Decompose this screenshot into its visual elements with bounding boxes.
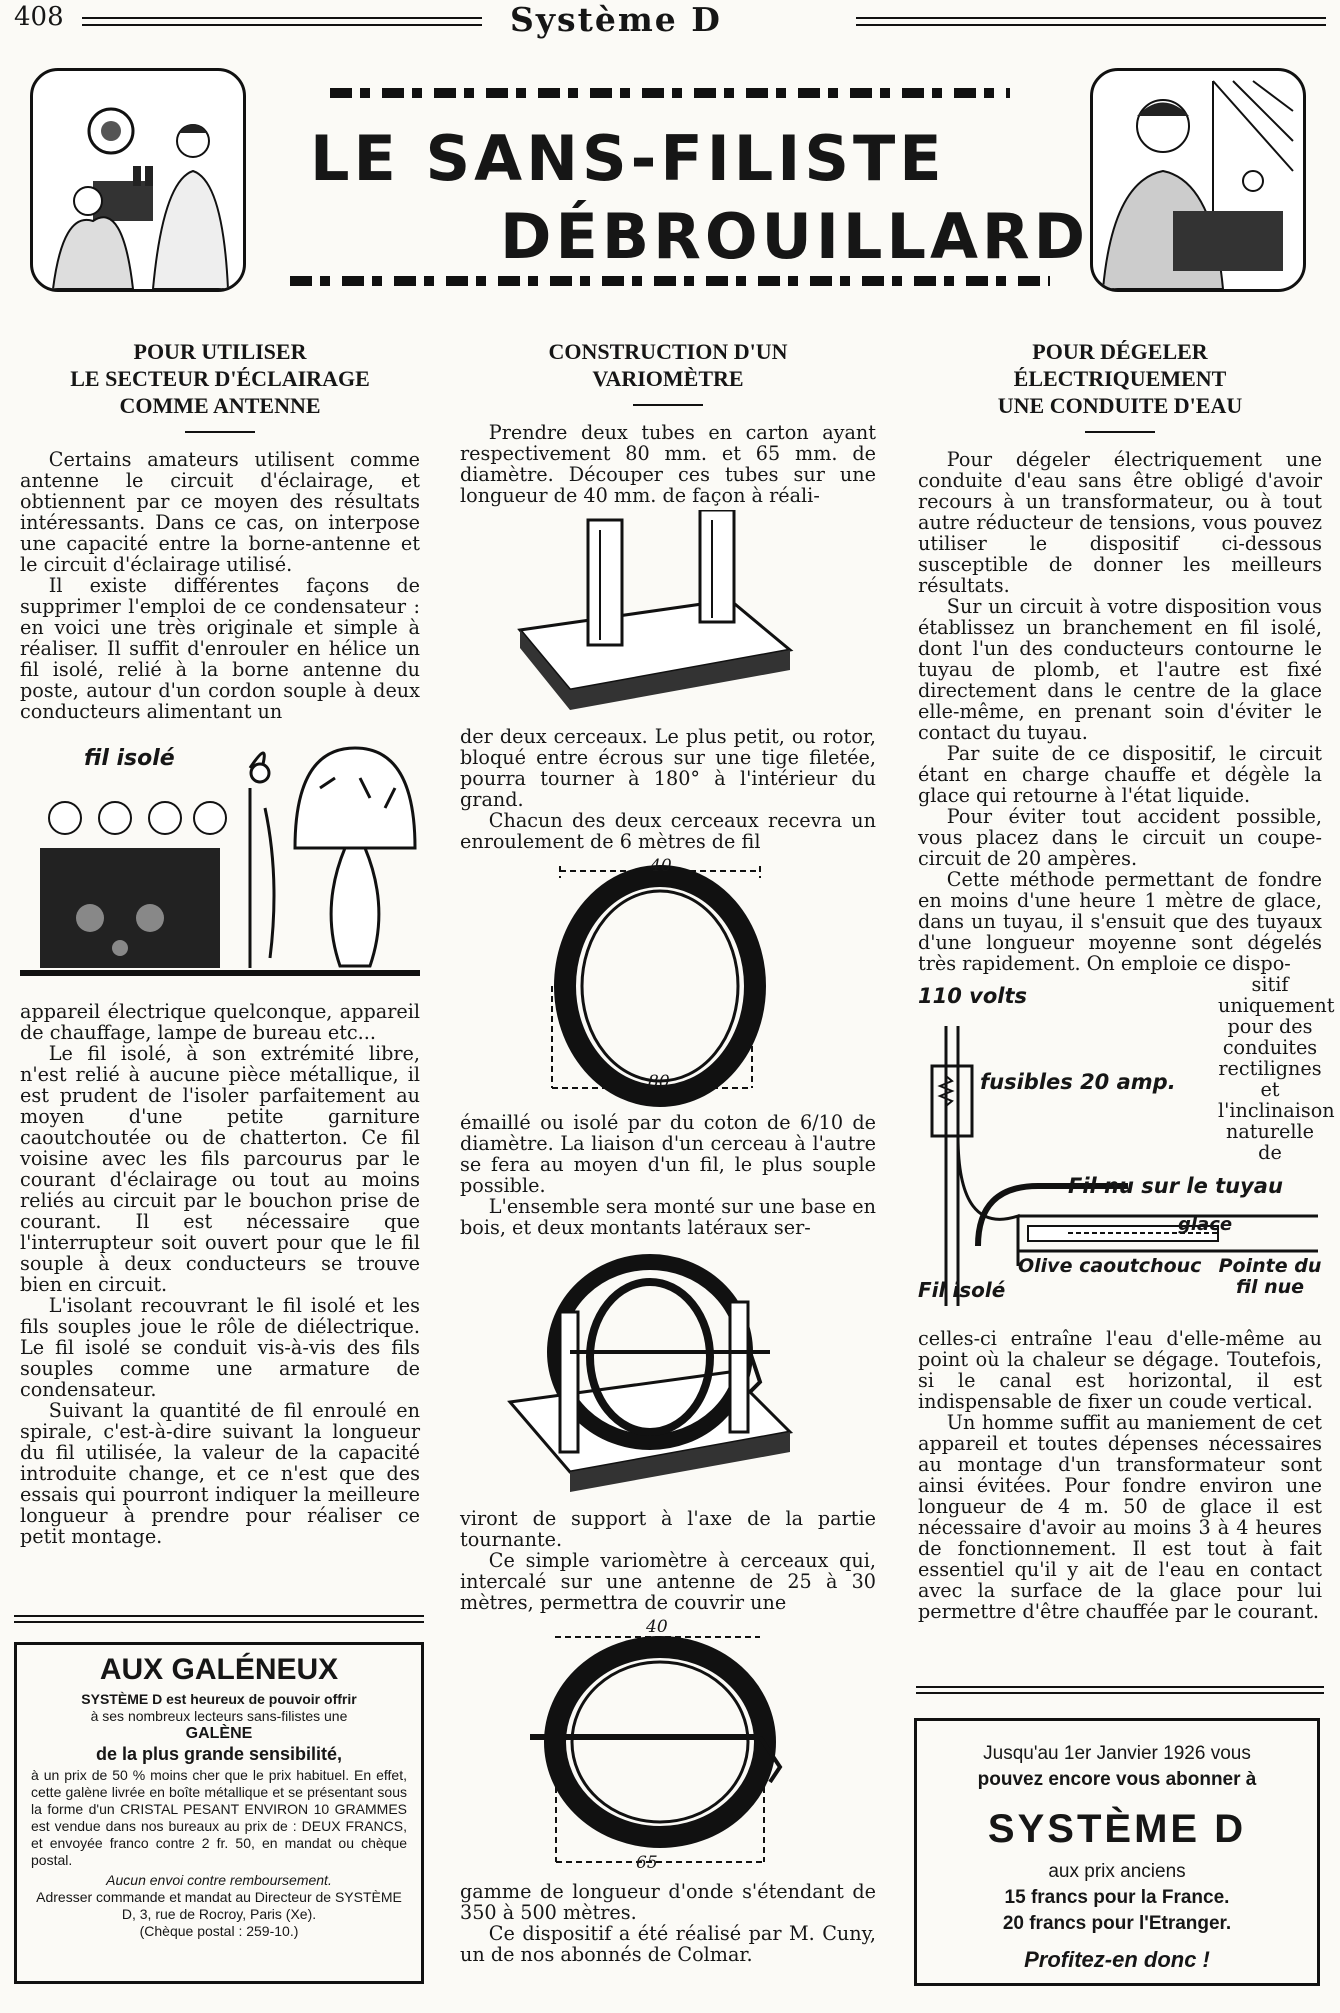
- banner-dash-top: [330, 88, 1010, 98]
- ad-line: de la plus grande sensibilité,: [95, 1744, 343, 1764]
- ad-line: à un prix de 50 % moins cher que le prix habituel. En effet, cette galène livrée en boîte métallique et se présentant sous la forme d'un CRISTAL PESANT ENVIRON 10 GRAMMES est vendue dans nos bureaux au prix de : DEUX FRANCS, et envoyée franco contre 2 fr. 50, en mandat ou chèque postal.: [31, 1767, 407, 1868]
- paragraph: Il existe différentes façons de supprimer l'emploi de ce condensateur : en voici une très originale et simple à réaliser. Il suffit d'enrouler en hélice un fil isolé, relié à la borne antenne du poste, autour d'un cordon souple à deux conducteurs alimentant un: [20, 574, 420, 723]
- banner-illustration-left: [30, 68, 246, 292]
- paragraph: Un homme suffit au maniement de cet appareil et toutes dépenses nécessaires au montage d'un transformateur sont ainsi évitées. Pour fondre environ une longueur de 4 m. 50 de glace il est nécessaire d'avoir au moins 3 à 4 heures de fonctionnement. Il est tout à fait essentiel qu'il y ait de l'eau en contact avec la surface de la glace pour lui permettre d'être chauffée par le courant.: [918, 1411, 1322, 1623]
- column-text-wrap: sitif uniquement pour des conduites rectilignes et l'inclinaison naturelle de: [1218, 973, 1335, 1164]
- heading-line: CONSTRUCTION D'UN: [548, 339, 788, 364]
- paragraph: Ce dispositif a été réalisé par M. Cuny, un de nos abonnés de Colmar.: [460, 1922, 876, 1966]
- paragraph: Certains amateurs utilisent comme antenne le circuit d'éclairage, et obtiennent par ce moyen des résultats intéressants. Dans ce cas, on interpose une capacité entre la borne-antenne et le circuit d'éclairage utilisé.: [20, 448, 420, 576]
- ad-line: Adresser commande et mandat au Directeur de SYSTÈME D, 3, rue de Rocroy, Paris (Xe).: [36, 1889, 402, 1922]
- heading-line: VARIOMÈTRE: [592, 366, 744, 391]
- ad-galeneux: [14, 1642, 424, 1984]
- label-fil-isole: Fil isolé: [918, 1278, 1006, 1302]
- heading-degel: [918, 338, 1322, 419]
- heading-rule: [185, 431, 255, 433]
- ad-line: pouvez encore vous abonner à: [977, 1769, 1257, 1790]
- running-title: Système D: [510, 0, 722, 39]
- heading-rule: [1085, 431, 1155, 433]
- label-glace: glace: [1178, 1214, 1233, 1235]
- banner-illustration-right: [1090, 68, 1306, 292]
- ad-galeneux-title: AUX GALÉNEUX: [99, 1653, 339, 1686]
- paragraph: gamme de longueur d'onde s'étendant de 350 à 500 mètres.: [460, 1880, 876, 1924]
- paragraph: Pour éviter tout accident possible, vous placez dans le circuit un coupe-circuit de 20 ampères.: [918, 805, 1322, 870]
- paragraph: Ce simple variomètre à cerceaux qui, intercalé sur une antenne de 25 à 30 mètres, permettra de couvrir une: [460, 1549, 876, 1614]
- banner-title-line2: DÉBROUILLARD: [500, 200, 1090, 273]
- heading-line: LE SECTEUR D'ÉCLAIRAGE: [70, 366, 370, 391]
- label-fusibles: fusibles 20 amp.: [980, 1070, 1176, 1094]
- pipe-thawing-figure: [918, 973, 1335, 1328]
- ad-line: SYSTÈME D est heureux de pouvoir offrir: [81, 1691, 357, 1707]
- header-rule-right: [856, 17, 1326, 26]
- dimension-65: 65: [636, 1853, 658, 1873]
- ad-line: Profitez-en donc !: [1024, 1947, 1210, 1972]
- ad-line: 15 francs pour la France.: [1004, 1887, 1230, 1908]
- paragraph: Suivant la quantité de fil enroulé en spirale, c'est-à-dire suivant la longueur du fil utilisée, la valeur de la capacité introduite change, et ce n'est que des essais qui pourront indiquer la meilleure longueur à prendre pour réaliser ce petit montage.: [20, 1399, 420, 1548]
- column-variometre: [460, 338, 876, 1965]
- ad-line: Aucun envoi contre remboursement.: [106, 1872, 332, 1888]
- header-rule-left: [82, 17, 482, 26]
- paragraph: Sur un circuit à votre disposition vous établissez un branchement en fil isolé, dont l'un des conducteurs contourne le tuyau de plomb, et l'autre est fixé directement dans le centre de la glace elle-même, en prenant soin d'éviter le contact du tuyau.: [918, 595, 1322, 744]
- paragraph: viront de support à l'axe de la partie tournante.: [460, 1507, 876, 1551]
- paragraph: Pour dégeler électriquement une conduite d'eau sans être obligé d'avoir recours à un transformateur, ou à tout autre réducteur de tensions, vous pouvez utiliser le dispositif ci-dessous susceptible de donner les meilleurs résultats.: [918, 448, 1322, 597]
- ad-line: aux prix anciens: [1048, 1861, 1186, 1882]
- heading-line: UNE CONDUITE D'EAU: [997, 393, 1243, 418]
- heading-line: POUR DÉGELER: [1032, 339, 1208, 364]
- page-number: 408: [14, 2, 64, 32]
- heading-line: POUR UTILISER: [133, 339, 307, 364]
- rotor-figure: [460, 1617, 876, 1877]
- heading-line: ÉLECTRIQUEMENT: [1013, 366, 1227, 391]
- ad-line: 20 francs pour l'Etranger.: [1002, 1913, 1232, 1934]
- ad-abonnement: [914, 1718, 1320, 1986]
- heading-line: COMME ANTENNE: [119, 393, 321, 418]
- column-rule-left: [14, 1615, 424, 1623]
- paragraph: der deux cerceaux. Le plus petit, ou rotor, bloqué entre écrous sur une tige filetée, pourra tourner à 180° à l'intérieur du grand.: [460, 725, 876, 811]
- banner-dash-bottom: [290, 276, 1050, 286]
- banner-title-line1: LE SANS-FILISTE: [310, 122, 946, 195]
- paragraph: Le fil isolé, à son extrémité libre, n'est relié à aucune pièce métallique, il est prudent de l'isoler parfaitement au moyen d'une petite garniture caoutchoutée ou de chatterton. Ce fil voisine avec les fils parcourus par le courant d'éclairage ou tout au moins reliés au circuit par le bouchon prise de courant. Il est nécessaire que l'interrupteur soit ouvert pour que le fil souple à deux conducteurs se trouve bien en circuit.: [20, 1042, 420, 1296]
- column-rule-right: [916, 1686, 1324, 1694]
- ad-line: GALÈNE: [185, 1725, 253, 1742]
- paragraph: L'ensemble sera monté sur une base en bois, et deux montants latéraux ser-: [460, 1195, 876, 1239]
- dimension-40: 40: [650, 856, 672, 876]
- page-header: [0, 0, 1340, 46]
- dimension-80: 80: [648, 1072, 670, 1092]
- figure-label-fil-isole: fil isolé: [84, 746, 175, 771]
- column-secteur-antenne: [20, 338, 420, 1547]
- ad-line: à ses nombreux lecteurs sans-filistes une: [90, 1708, 348, 1724]
- paragraph: L'isolant recouvrant le fil isolé et les fils souples joue le rôle de diélectrique. Le fil isolé se conduit vis-à-vis des fils souples comme une armature de condensateur.: [20, 1294, 420, 1401]
- label-pointe: Pointe du fil nue: [1218, 1255, 1322, 1298]
- paragraph: Prendre deux tubes en carton ayant respectivement 80 mm. et 65 mm. de diamètre. Découper ces tubes sur une longueur de 40 mm. de façon à réali-: [460, 421, 876, 507]
- lamp-antenna-figure: [20, 728, 420, 993]
- heading-rule: [633, 404, 703, 406]
- paragraph: celles-ci entraîne l'eau d'elle-même au point où la chaleur se dégage. Toutefois, si le canal est horizontal, il est indispensable de fixer un coude vertical.: [918, 1327, 1322, 1413]
- column-degel-conduite: [918, 338, 1335, 1623]
- ad-brand: SYSTÈME D: [987, 1807, 1247, 1851]
- stator-ring-figure: [460, 856, 876, 1108]
- ad-line: (Chèque postal : 259-10.): [139, 1923, 299, 1939]
- paragraph: appareil électrique quelconque, appareil de chauffage, lampe de bureau etc...: [20, 1000, 420, 1044]
- variometer-stand-figure: [460, 510, 876, 722]
- variometer-assembly-figure: [460, 1242, 876, 1504]
- label-fil-nu: Fil nu sur le tuyau: [1068, 1174, 1283, 1198]
- label-olive: Olive caoutchouc: [1018, 1255, 1202, 1277]
- heading-variometre: [460, 338, 876, 392]
- ad-line: Jusqu'au 1er Janvier 1926 vous: [983, 1743, 1251, 1764]
- paragraph: Cette méthode permettant de fondre en moins d'une heure 1 mètre de glace, dans un tuyau, il s'ensuit que des tuyaux d'une longueur moyenne sont dégelés très rapidement. On emploie ce dispo-: [918, 868, 1322, 975]
- label-110-volts: 110 volts: [918, 984, 1027, 1008]
- article-banner: [10, 68, 1330, 290]
- paragraph: émaillé ou isolé par du coton de 6/10 de diamètre. La liaison d'un cerceau à l'autre se fera au moyen d'un fil, le plus souple possible.: [460, 1111, 876, 1197]
- paragraph: Chacun des deux cerceaux recevra un enroulement de 6 mètres de fil: [460, 809, 876, 853]
- paragraph: Par suite de ce dispositif, le circuit étant en charge chauffe et dégèle la glace qui retourne à l'état liquide.: [918, 742, 1322, 807]
- heading-secteur-antenne: [20, 338, 420, 419]
- dimension-40: 40: [646, 1617, 668, 1637]
